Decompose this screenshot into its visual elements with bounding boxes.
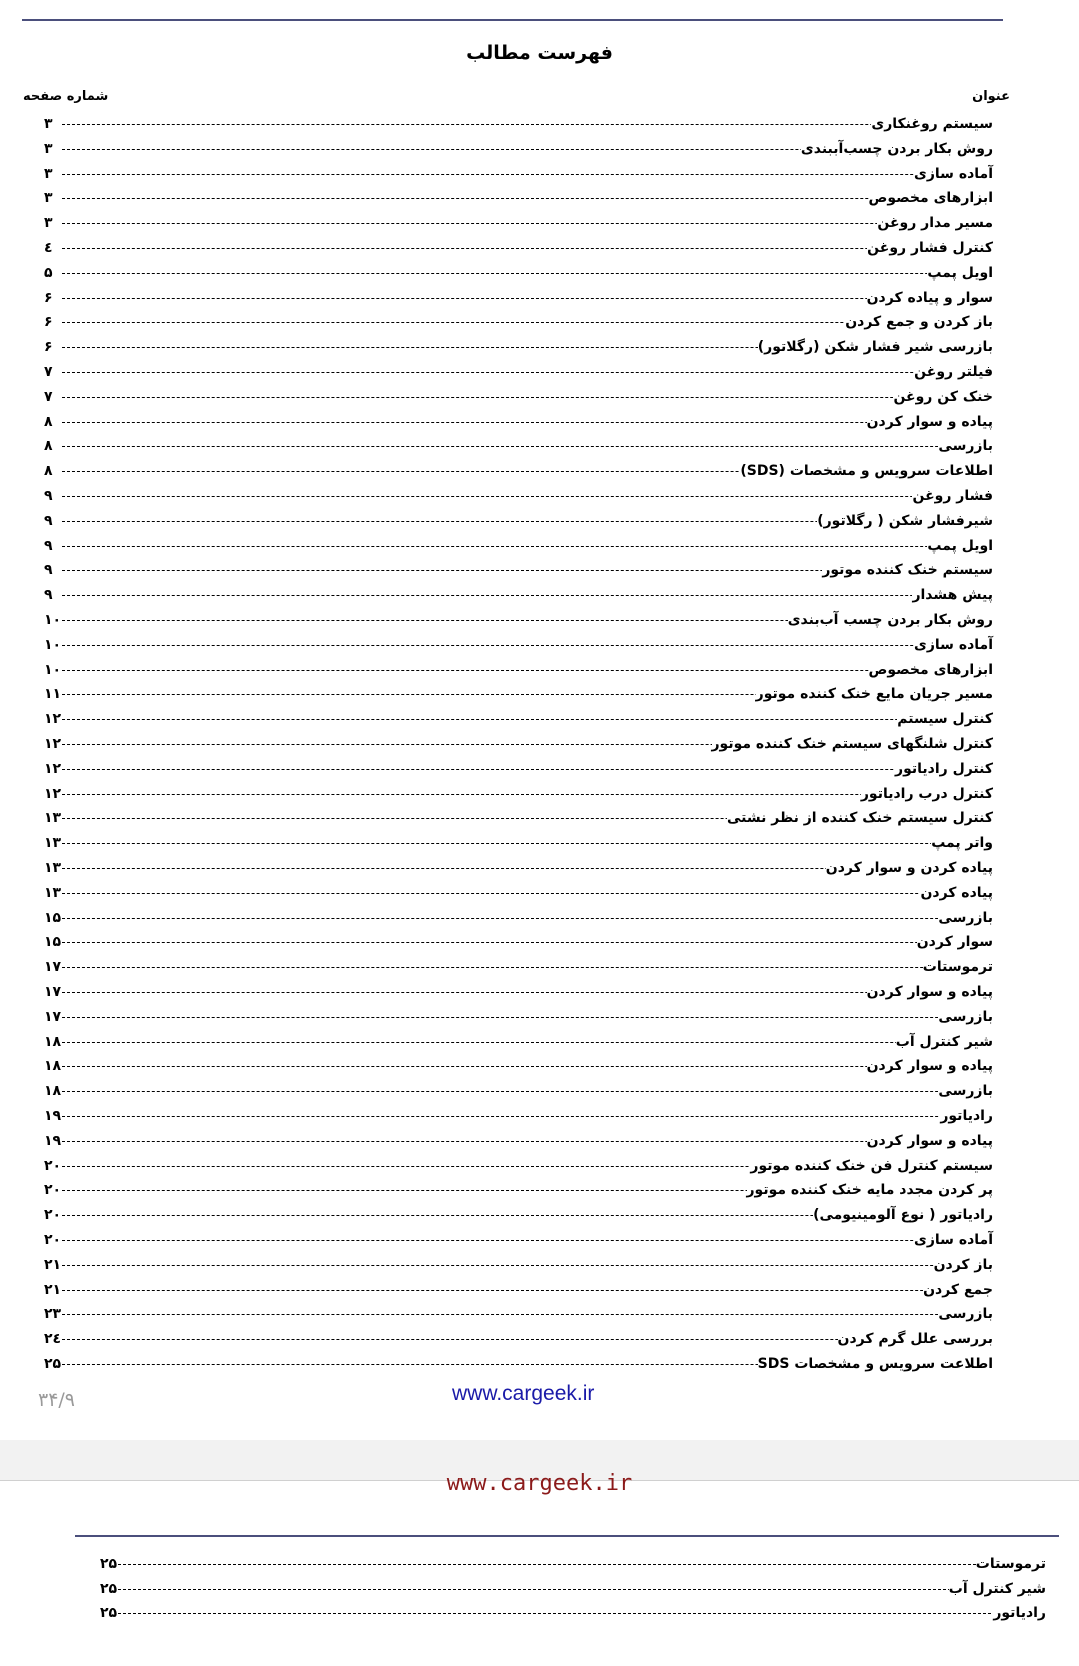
page-indicator: ۳۴/۹ [38, 1389, 76, 1411]
toc-row[interactable] [44, 286, 993, 311]
dot-leader [62, 372, 993, 373]
top-rule [22, 19, 1003, 21]
toc-entry-page: ۱۳ [44, 856, 61, 881]
toc-entry-title: بازرسی [938, 1302, 993, 1327]
toc-row[interactable] [44, 211, 993, 236]
toc-entry-page: ۳ [44, 211, 53, 236]
toc-entry-title: سوار و پیاده کردن [867, 286, 993, 311]
dot-leader [62, 273, 993, 274]
dot-leader [62, 223, 993, 224]
toc-entry-title: باز کردن و جمع کردن [845, 310, 993, 335]
toc-row[interactable] [44, 484, 993, 509]
toc-row[interactable] [44, 707, 993, 732]
toc-entry-title: اویل پمپ [927, 534, 993, 559]
toc-row[interactable] [44, 509, 993, 534]
toc-entry-title: ابزارهای مخصوص [869, 186, 993, 211]
toc-entry-title: ترموستات [976, 1552, 1046, 1577]
toc-row[interactable] [44, 930, 993, 955]
toc-entry-page: ۶ [44, 335, 53, 360]
dot-leader [62, 198, 993, 199]
dot-leader [62, 1290, 993, 1291]
toc-row[interactable] [44, 608, 993, 633]
toc-entry-title: اطلاعت سرویس و مشخصات SDS [758, 1352, 993, 1377]
toc-row[interactable] [44, 980, 993, 1005]
toc-row[interactable] [44, 335, 993, 360]
toc-entry-title: مسیر مدار روغن [877, 211, 993, 236]
toc-entry-page: ۲۰ [44, 1228, 61, 1253]
dot-leader [62, 670, 993, 671]
toc-row[interactable] [44, 360, 993, 385]
column-header-title: عنوان [972, 89, 1010, 104]
dot-leader [62, 174, 993, 175]
dot-leader [118, 1613, 1046, 1614]
toc-entry-title: سیستم کنترل فن خنک کننده موتور [750, 1154, 993, 1179]
toc-row[interactable] [44, 1104, 993, 1129]
toc-entry-title: رادیاتور [940, 1104, 993, 1129]
toc-entry-page: ۶ [44, 286, 53, 311]
toc-entry-title: بازرسی شیر فشار شکن (رگلاتور) [758, 335, 993, 360]
toc-entry-title: پیاده کردن [920, 881, 993, 906]
toc-row[interactable] [44, 1154, 993, 1179]
toc-row[interactable] [44, 1327, 993, 1352]
dot-leader [62, 719, 993, 720]
toc-entry-title: بازرسی [938, 434, 993, 459]
toc-entry-page: ۹ [44, 534, 53, 559]
toc-entry-page: ۲٤ [44, 1327, 61, 1352]
toc-entry-title: کنترل سیستم خنک کننده از نظر نشتی [727, 806, 993, 831]
dot-leader [62, 645, 993, 646]
toc-entry-page: ۲۳ [44, 1302, 61, 1327]
toc-row[interactable] [44, 186, 993, 211]
dot-leader [62, 992, 993, 993]
toc-row[interactable] [44, 236, 993, 261]
toc-entry-page: ۲۰ [44, 1154, 61, 1179]
toc-entry-page: ۳ [44, 162, 53, 187]
toc-entry-page: ۲۵ [100, 1552, 117, 1577]
toc-entry-title: سیستم روغنکاری [871, 112, 993, 137]
dot-leader [62, 124, 993, 125]
toc-row[interactable] [44, 1302, 993, 1327]
toc-entry-page: ۸ [44, 459, 53, 484]
toc-entry-title: پیاده و سوار کردن [867, 410, 993, 435]
top-rule-page-2 [75, 1535, 1059, 1537]
toc-entry-page: ۹ [44, 558, 53, 583]
toc-entry-page: ۱۸ [44, 1079, 61, 1104]
toc-row[interactable] [44, 1228, 993, 1253]
dot-leader [62, 794, 993, 795]
toc-entry-page: ۲۱ [44, 1253, 61, 1278]
toc-entry-page: ۱۲ [44, 757, 61, 782]
dot-leader [62, 248, 993, 249]
dot-leader [62, 1066, 993, 1067]
toc-entry-title: مسیر جریان مایع خنک کننده موتور [756, 682, 993, 707]
toc-entry-page: ۲۵ [44, 1352, 61, 1377]
toc-entry-page: ۱۰ [44, 633, 61, 658]
toc-entry-title: شیرفشار شکن ( رگلاتور) [817, 509, 993, 534]
toc-entry-title: پیاده و سوار کردن [867, 1129, 993, 1154]
toc-entry-title: رادیاتور ( نوع آلومینیومی) [813, 1203, 993, 1228]
dot-leader [62, 942, 993, 943]
toc-title: فهرست مطالب [466, 42, 613, 64]
dot-leader [62, 1116, 993, 1117]
toc-entry-title: شیر کنترل آب [896, 1030, 993, 1055]
toc-row[interactable] [44, 732, 993, 757]
toc-entry-page: ۱۲ [44, 732, 61, 757]
toc-entry-title: کنترل شلنگهای سیستم خنک کننده موتور [712, 732, 994, 757]
toc-entry-title: پیاده کردن و سوار کردن [826, 856, 993, 881]
toc-row[interactable] [44, 1129, 993, 1154]
toc-entry-title: ابزارهای مخصوص [869, 658, 993, 683]
toc-entry-page: ۱۰ [44, 608, 61, 633]
dot-leader [62, 1042, 993, 1043]
dot-leader [62, 298, 993, 299]
toc-row[interactable] [44, 1079, 993, 1104]
toc-entry-page: ۱۷ [44, 955, 61, 980]
toc-entry-title: واتر پمپ [931, 831, 993, 856]
toc-entry-title: کنترل درب رادیاتور [861, 782, 993, 807]
toc-row[interactable] [44, 1054, 993, 1079]
toc-row[interactable] [44, 162, 993, 187]
toc-row[interactable] [44, 1203, 993, 1228]
toc-row[interactable] [44, 434, 993, 459]
toc-entry-title: ترموستات [923, 955, 993, 980]
toc-entry-title: آماده سازی [914, 633, 993, 658]
toc-entry-page: ۲۵ [100, 1601, 117, 1626]
toc-entry-title: بررسی علل گرم کردن [838, 1327, 993, 1352]
toc-entry-title: سیستم خنک کننده موتور [822, 558, 993, 583]
toc-row[interactable] [44, 682, 993, 707]
toc-row[interactable] [100, 1577, 1046, 1602]
toc-entry-page: ۲۰ [44, 1203, 61, 1228]
document-page-2 [0, 1500, 1079, 1666]
dot-leader [62, 967, 993, 968]
separator-url-link[interactable]: www.cargeek.ir [446, 1471, 633, 1496]
toc-entry-page: ٤ [44, 236, 53, 261]
dot-leader [62, 1141, 993, 1142]
toc-entry-title: اویل پمپ [927, 261, 993, 286]
dot-leader [62, 546, 993, 547]
toc-entry-page: ۱۱ [44, 682, 61, 707]
toc-row[interactable] [44, 806, 993, 831]
toc-row[interactable] [44, 757, 993, 782]
toc-entry-page: ۷ [44, 385, 53, 410]
dot-leader [62, 1017, 993, 1018]
toc-row[interactable] [44, 658, 993, 683]
toc-entry-page: ۱۷ [44, 980, 61, 1005]
toc-entry-title: رادیاتور [993, 1601, 1046, 1626]
dot-leader [62, 843, 993, 844]
toc-entry-page: ۱۰ [44, 658, 61, 683]
toc-entry-page: ۱۲ [44, 782, 61, 807]
toc-entry-page: ۳ [44, 112, 53, 137]
toc-row[interactable] [44, 1278, 993, 1303]
toc-row[interactable] [44, 534, 993, 559]
toc-entry-title: اطلاعات سرویس و مشخصات (SDS) [740, 459, 993, 484]
toc-row[interactable] [44, 261, 993, 286]
toc-entry-page: ۱۳ [44, 881, 61, 906]
toc-entry-page: ۱۷ [44, 1005, 61, 1030]
toc-row[interactable] [100, 1601, 1046, 1626]
toc-entry-page: ۱۸ [44, 1030, 61, 1055]
toc-row[interactable] [44, 1178, 993, 1203]
toc-row[interactable] [44, 1030, 993, 1055]
toc-entry-page: ۸ [44, 410, 53, 435]
toc-row[interactable] [44, 782, 993, 807]
dot-leader [62, 446, 993, 447]
toc-entry-page: ۱۵ [44, 906, 61, 931]
toc-row[interactable] [44, 955, 993, 980]
dot-leader [118, 1564, 1046, 1565]
toc-entry-page: ۱۲ [44, 707, 61, 732]
toc-row[interactable] [44, 310, 993, 335]
dot-leader [62, 1240, 993, 1241]
toc-entry-page: ۲۱ [44, 1278, 61, 1303]
toc-entry-title: پیاده و سوار کردن [867, 1054, 993, 1079]
toc-entry-title: پر کردن مجدد مایه خنک کننده موتور [747, 1178, 994, 1203]
toc-entry-page: ۱۳ [44, 806, 61, 831]
dot-leader [62, 769, 993, 770]
toc-entry-page: ۵ [44, 261, 53, 286]
toc-entry-title: آماده سازی [914, 162, 993, 187]
toc-row[interactable] [44, 1253, 993, 1278]
dot-leader [62, 1314, 993, 1315]
toc-row[interactable] [44, 558, 993, 583]
toc-row[interactable] [44, 1352, 993, 1377]
dot-leader [62, 1265, 993, 1266]
toc-row[interactable] [44, 410, 993, 435]
toc-entry-title: کنترل فشار روغن [867, 236, 993, 261]
toc-entry-title: کنترل رادیاتور [895, 757, 993, 782]
toc-entry-title: پیاده و سوار کردن [867, 980, 993, 1005]
toc-row[interactable] [44, 633, 993, 658]
toc-entry-page: ۳ [44, 137, 53, 162]
toc-entry-title: کنترل سیستم [897, 707, 993, 732]
dot-leader [62, 496, 993, 497]
toc-entry-page: ۱۳ [44, 831, 61, 856]
toc-entry-page: ۱۹ [44, 1104, 61, 1129]
toc-entry-title: بازرسی [938, 906, 993, 931]
toc-entry-title: جمع کردن [923, 1278, 993, 1303]
toc-row[interactable] [44, 881, 993, 906]
dot-leader [62, 918, 993, 919]
toc-entry-title: پیش هشدار [912, 583, 993, 608]
toc-entry-page: ۱۸ [44, 1054, 61, 1079]
toc-entry-title: روش بکار بردن چسب‌آببندی [801, 137, 993, 162]
toc-row[interactable] [44, 1005, 993, 1030]
toc-row[interactable] [44, 459, 993, 484]
toc-entry-title: آماده سازی [914, 1228, 993, 1253]
toc-entry-title: روش بکار بردن چسب آب‌بندی [788, 608, 993, 633]
dot-leader [118, 1589, 1046, 1590]
toc-entry-page: ۲۵ [100, 1577, 117, 1602]
toc-entry-page: ۲۰ [44, 1178, 61, 1203]
toc-entry-title: شیر کنترل آب [949, 1577, 1046, 1602]
toc-entry-page: ۱۵ [44, 930, 61, 955]
toc-entry-title: بازرسی [938, 1005, 993, 1030]
dot-leader [62, 595, 993, 596]
toc-row[interactable] [44, 583, 993, 608]
toc-row[interactable] [44, 137, 993, 162]
toc-entry-page: ۹ [44, 484, 53, 509]
toc-entry-page: ۳ [44, 186, 53, 211]
toc-row[interactable] [44, 831, 993, 856]
dot-leader [62, 422, 993, 423]
toc-entry-title: سوار کردن [917, 930, 993, 955]
dot-leader [62, 893, 993, 894]
toc-entry-title: خنک کن روغن [893, 385, 993, 410]
toc-row[interactable] [44, 906, 993, 931]
column-header-page: شماره صفحه [23, 89, 109, 104]
toc-entry-title: باز کردن [934, 1253, 993, 1278]
toc-entry-page: ۶ [44, 310, 53, 335]
footer-url-link[interactable]: www.cargeek.ir [452, 1382, 595, 1405]
toc-entry-title: بازرسی [938, 1079, 993, 1104]
toc-entry-page: ۸ [44, 434, 53, 459]
toc-row[interactable] [100, 1552, 1046, 1577]
dot-leader [62, 397, 993, 398]
toc-entry-page: ۹ [44, 583, 53, 608]
toc-row[interactable] [44, 385, 993, 410]
toc-entry-page: ۷ [44, 360, 53, 385]
toc-entry-title: فیلتر روغن [914, 360, 993, 385]
toc-entry-page: ۹ [44, 509, 53, 534]
toc-row[interactable] [44, 856, 993, 881]
toc-entry-title: فشار روغن [912, 484, 993, 509]
toc-row[interactable] [44, 112, 993, 137]
toc-entry-page: ۱۹ [44, 1129, 61, 1154]
dot-leader [62, 1091, 993, 1092]
